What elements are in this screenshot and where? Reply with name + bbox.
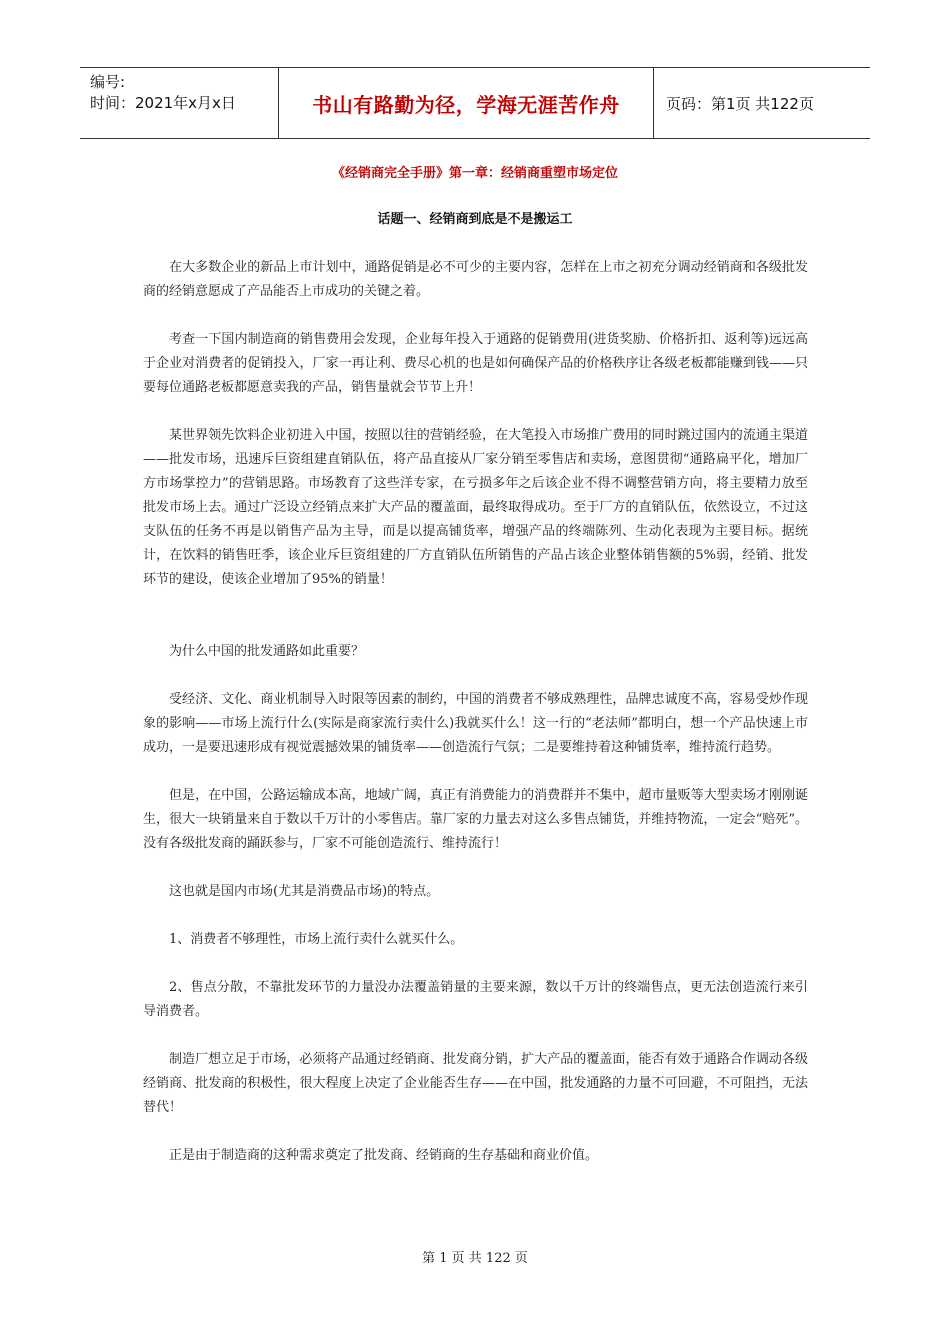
paragraph: 考查一下国内制造商的销售费用会发现，企业每年投入于通路的促销费用(进货奖励、价格折扣、返利等)远远高于企业对消费者的促销投入，厂家一再让利、费尽心机的也是如何确保产品的价格秩序让各级老板都能赚到钱——只要每位通路老板都愿意卖我的产品，销售量就会节节上升！ [143, 332, 808, 395]
paragraph: 正是由于制造商的这种需求奠定了批发商、经销商的生存基础和商业价值。 [169, 1148, 599, 1163]
paragraph: 某世界领先饮料企业初进入中国，按照以往的营销经验，在大笔投入市场推广费用的同时跳过国内的流通主渠道——批发市场，迅速斥巨资组建直销队伍，将产品直接从厂家分销至零售店和卖场，意图贯彻“通路扁平化，增加厂方市场掌控力”的营销思路。市场教育了这些洋专家，在亏损多年之后该企业不得不调整营销方向，将主要精力放至批发市场上去。通过广泛设立经销点来扩大产品的覆盖面，最终取得成功。至于厂方的直销队伍，依然设立，不过这支队伍的任务不再是以销售产品为主导，而是以提高铺货率，增强产品的终端陈列、生动化表现为主要目标。据统计，在饮料的销售旺季，该企业斥巨资组建的厂方直销队伍所销售的产品占该企业整体销售额的5%弱，经销、批发环节的建设，使该企业增加了95%的销量！ [143, 428, 808, 587]
paragraph: 受经济、文化、商业机制导入时限等因素的制约，中国的消费者不够成熟理性，品牌忠诚度不高，容易受炒作现象的影响——市场上流行什么(实际是商家流行卖什么)我就买什么！这一行的“老法师”都明白，想一个产品快速上市成功，一是要迅速形成有视觉震撼效果的铺货率——创造流行气氛；二是要维持着这种铺货率，维持流行趋势。 [143, 692, 808, 755]
header-motto: 书山有路勤为径，学海无涯苦作舟 [279, 68, 654, 138]
document-title: 《经销商完全手册》第一章：经销商重塑市场定位 [331, 166, 618, 181]
time-label: 时间：2021年x月x日 [90, 94, 236, 112]
serial-label: 编号: [90, 73, 126, 91]
paragraph: 但是，在中国，公路运输成本高，地域广阔，真正有消费能力的消费群并不集中，超市量贩等大型卖场才刚刚诞生，很大一块销量来自于数以千万计的小零售店。靠厂家的力量去对这么多售点铺货，并维持物流，一定会“赔死”。没有各级批发商的踊跃参与，厂家不可能创造流行、维持流行！ [143, 788, 808, 851]
document-body [143, 256, 808, 1168]
paragraph: 这也就是国内市场(尤其是消费品市场)的特点。 [169, 884, 440, 899]
paragraph: 制造厂想立足于市场，必须将产品通过经销商、批发商分销，扩大产品的覆盖面，能否有效于通路合作调动各级经销商、批发商的积极性，很大程度上决定了企业能否生存——在中国，批发通路的力量不可回避，不可阻挡，无法替代！ [143, 1052, 808, 1115]
page-header [80, 67, 870, 139]
paragraph: 1、消费者不够理性，市场上流行卖什么就买什么。 [169, 932, 464, 947]
header-meta [80, 68, 279, 138]
paragraph: 为什么中国的批发通路如此重要？ [169, 644, 365, 659]
header-page-info: 页码：第1页 共122页 [666, 94, 814, 113]
paragraph: 2、售点分散，不靠批发环节的力量没办法覆盖销量的主要来源，数以千万计的终端售点，更无法创造流行来引导消费者。 [143, 980, 808, 1019]
section-title: 话题一、经销商到底是不是搬运工 [377, 212, 573, 227]
page-footer: 第 1 页 共 122 页 [422, 1251, 528, 1266]
paragraph: 在大多数企业的新品上市计划中，通路促销是必不可少的主要内容，怎样在上市之初充分调动经销商和各级批发商的经销意愿成了产品能否上市成功的关键之着。 [143, 260, 808, 299]
